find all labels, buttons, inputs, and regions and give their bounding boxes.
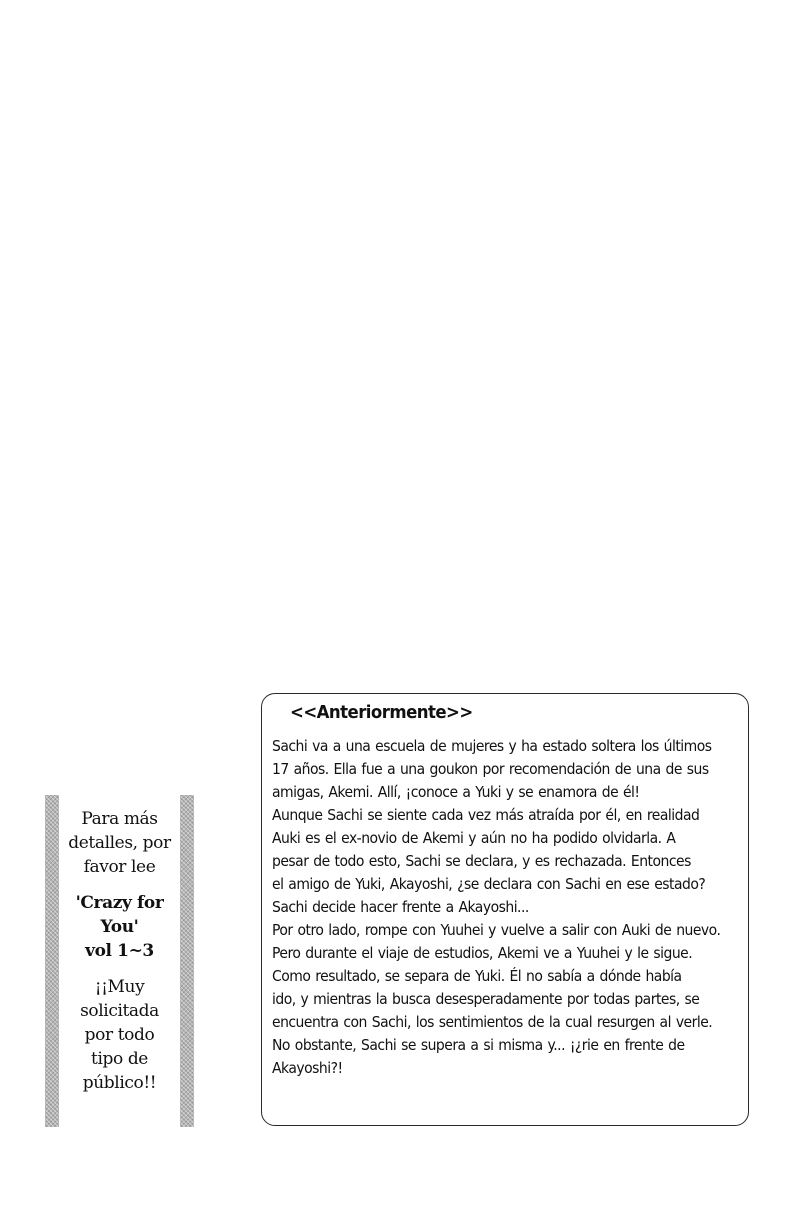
ad-intro-line: favor lee (83, 857, 156, 877)
recap-line: Como resultado, se separa de Yuki. Él no sabía a dónde había (272, 967, 682, 985)
recap-line: Pero durante el viaje de estudios, Akemi ve a Yuuhei y le sigue. (272, 944, 693, 962)
recap-title: <<Anteriormente>> (290, 702, 473, 723)
ad-blurb-line: solicitada (80, 1001, 159, 1021)
recap-text (272, 735, 738, 1080)
recap-line: pesar de todo esto, Sachi se declara, y es rechazada. Entonces (272, 852, 691, 870)
recap-line: Aunque Sachi se siente cada vez más atraída por él, en realidad (272, 806, 700, 824)
recap-line: No obstante, Sachi se supera a si misma y... ¡¿rie en frente de (272, 1036, 685, 1054)
ad-blurb (59, 975, 180, 1095)
recap-line: ido, y mientras la busca desesperadamente por todas partes, se (272, 990, 700, 1008)
ad-intro (59, 795, 180, 879)
recap-line: Sachi va a una escuela de mujeres y ha estado soltera los últimos (272, 737, 712, 755)
recap-line: Por otro lado, rompe con Yuuhei y vuelve a salir con Auki de nuevo. (272, 921, 721, 939)
recap-line: Akayoshi?! (272, 1059, 343, 1077)
ad-title-line: 'Crazy for (75, 893, 164, 913)
ad-panel-right-screentone-stripe (180, 795, 194, 1127)
recap-line: el amigo de Yuki, Akayoshi, ¿se declara con Sachi en ese estado? (272, 875, 706, 893)
ad-series-title (59, 891, 180, 963)
recap-box (261, 693, 749, 1126)
ad-panel (45, 795, 194, 1127)
ad-intro-line: Para más (81, 809, 158, 829)
ad-blurb-line: ¡¡Muy (94, 977, 145, 997)
recap-line: encuentra con Sachi, los sentimientos de la cual resurgen al verle. (272, 1013, 713, 1031)
ad-panel-left-screentone-stripe (45, 795, 59, 1127)
ad-title-line: You' (100, 917, 139, 937)
ad-intro-line: detalles, por (68, 833, 171, 853)
ad-blurb-line: público!! (82, 1073, 157, 1093)
recap-line: Auki es el ex-novio de Akemi y aún no ha podido olvidarla. A (272, 829, 676, 847)
ad-title-line: vol 1~3 (85, 941, 154, 961)
ad-blurb-line: por todo (84, 1025, 155, 1045)
recap-line: Sachi decide hacer frente a Akayoshi... (272, 898, 529, 916)
ad-blurb-line: tipo de (91, 1049, 148, 1069)
recap-line: 17 años. Ella fue a una goukon por recomendación de una de sus (272, 760, 709, 778)
ad-panel-text (59, 795, 180, 1127)
recap-line: amigas, Akemi. Allí, ¡conoce a Yuki y se enamora de él! (272, 783, 640, 801)
